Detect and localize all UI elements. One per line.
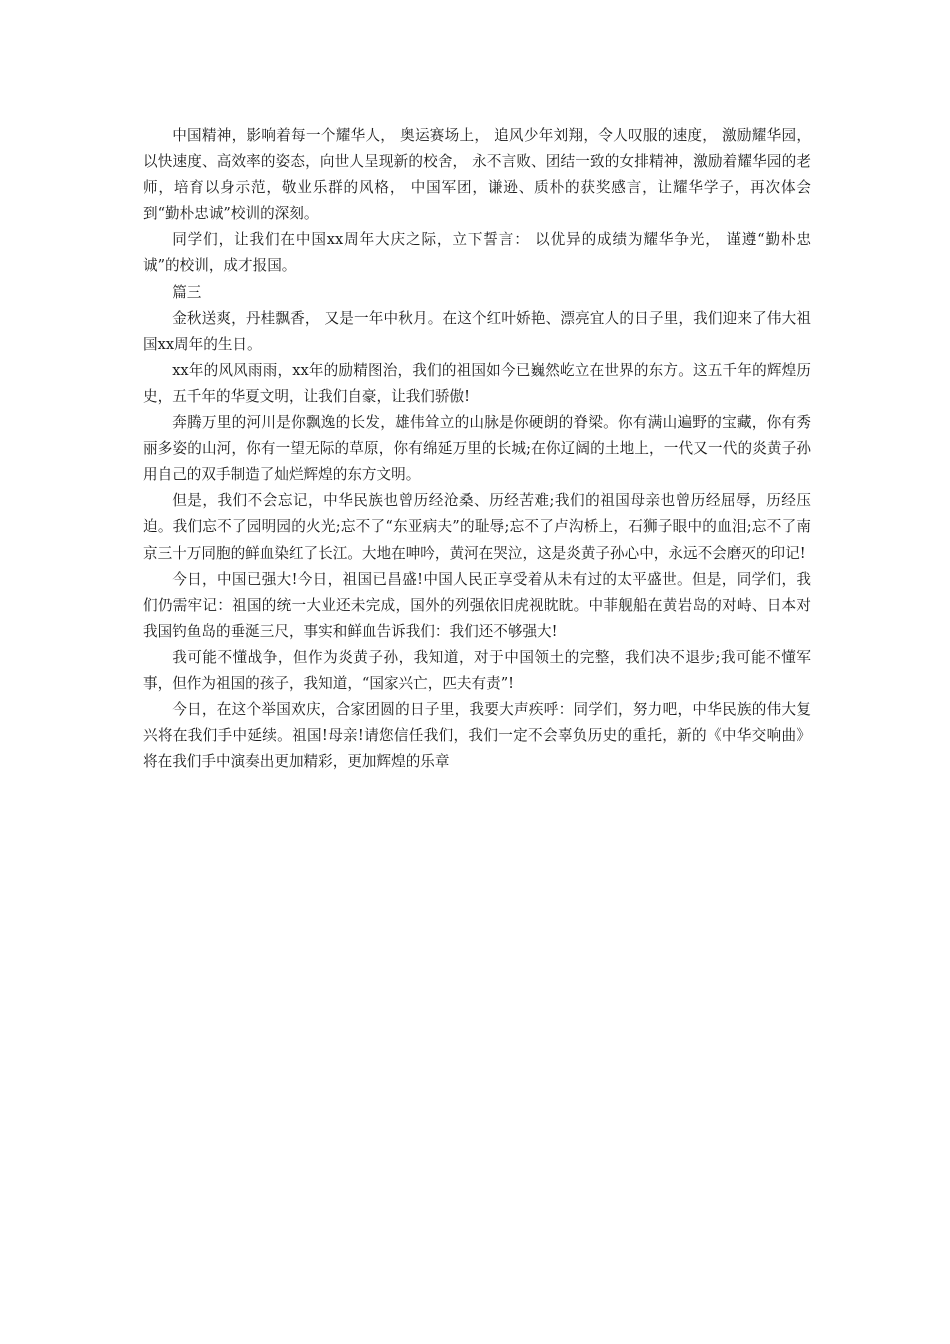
paragraph-1: 中国精神，影响着每一个耀华人， 奥运赛场上， 追风少年刘翔，令人叹服的速度， 激励耀华园，以快速度、高效率的姿态，向世人呈现新的校舍， 永不言败、团结一致的女排精神，激励着耀华园的老师，培育以身示范，敬业乐群的风格， 中国军团，谦逊、质朴的获奖感言，让耀华学子，再次体会到“勤朴忠诚”校训的深刻。 [143,127,811,223]
paragraph-4: xx年的风风雨雨，xx年的励精图治，我们的祖国如今已巍然屹立在世界的东方。这五千年的辉煌历史，五千年的华夏文明，让我们自豪，让我们骄傲! [143,361,811,405]
paragraph-5: 奔腾万里的河川是你飘逸的长发，雄伟耸立的山脉是你硬朗的脊梁。你有满山遍野的宝藏，你有秀丽多姿的山河，你有一望无际的草原，你有绵延万里的长城;在你辽阔的土地上，一代又一代的炎黄子孙用自己的双手制造了灿烂辉煌的东方文明。 [143,414,811,484]
paragraph-9: 今日，在这个举国欢庆，合家团圆的日子里，我要大声疾呼：同学们，努力吧，中华民族的伟大复兴将在我们手中延续。祖国!母亲!请您信任我们，我们一定不会辜负历史的重托，新的《中华交响曲》将在我们手中演奏出更加精彩，更加辉煌的乐章 [143,701,811,771]
paragraph-3: 金秋送爽，丹桂飘香， 又是一年中秋月。在这个红叶娇艳、漂亮宜人的日子里，我们迎来了伟大祖国xx周年的生日。 [143,309,811,353]
paragraph-6: 但是，我们不会忘记，中华民族也曾历经沧桑、历经苦难;我们的祖国母亲也曾历经屈辱，历经压迫。我们忘不了园明园的火光;忘不了“东亚病夫”的耻辱;忘不了卢沟桥上，石狮子眼中的血泪;忘不了南京三十万同胞的鲜血染红了长江。大地在呻吟，黄河在哭泣，这是炎黄子孙心中，永远不会磨灭的印记! [143,492,811,562]
paragraph-8: 我可能不懂战争，但作为炎黄子孙，我知道，对于中国领土的完整，我们决不退步;我可能不懂军事，但作为祖国的孩子，我知道，“国家兴亡，匹夫有责”! [143,648,811,692]
document-body [143,123,811,775]
paragraph-7: 今日，中国已强大!今日，祖国已昌盛!中国人民正享受着从未有过的太平盛世。但是，同学们，我们仍需牢记：祖国的统一大业还未完成，国外的列强依旧虎视眈眈。中菲舰船在黄岩岛的对峙、日本对我国钓鱼岛的垂涎三尺，事实和鲜血告诉我们：我们还不够强大! [143,570,811,640]
paragraph-2: 同学们，让我们在中国xx周年大庆之际，立下誓言： 以优异的成绩为耀华争光， 谨遵“勤朴忠诚”的校训，成才报国。 [143,231,811,275]
section-heading: 篇三 [172,283,202,301]
